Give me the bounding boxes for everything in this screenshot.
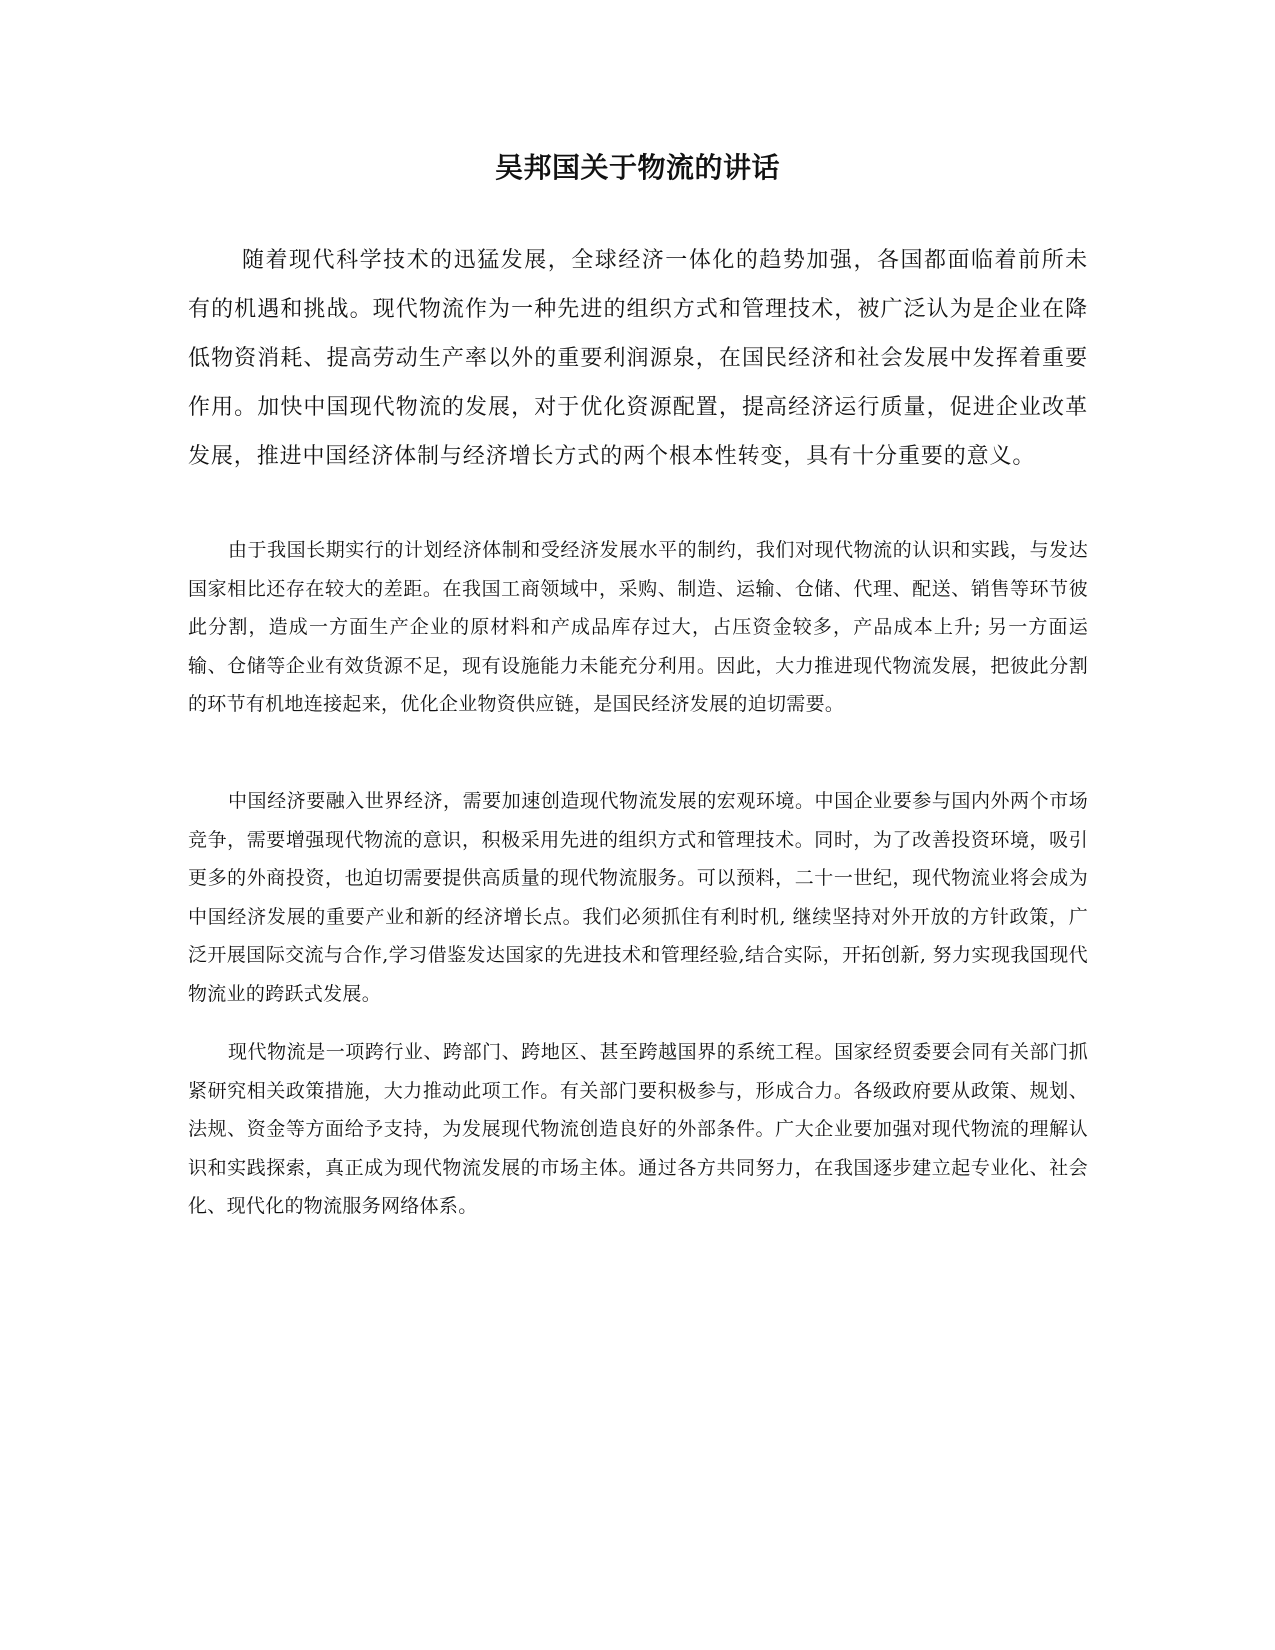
paragraph-2: 由于我国长期实行的计划经济体制和受经济发展水平的制约，我们对现代物流的认识和实践，与发达国家相比还存在较大的差距。在我国工商领域中，采购、制造、运输、仓储、代理、配送、销售等环节彼此分割，造成一方面生产企业的原材料和产成品库存过大，占压资金较多，产品成本上升; 另一方面运输、仓储等企业有效货源不足，现有设施能力未能充分利用。因此，大力推进现代物流发展，把彼此分割的环节有机地连接起来，优化企业物资供应链，是国民经济发展的迫切需要。 <box>188 539 1088 716</box>
paragraph-1: 随着现代科学技术的迅猛发展，全球经济一体化的趋势加强，各国都面临着前所未有的机遇和挑战。现代物流作为一种先进的组织方式和管理技术，被广泛认为是企业在降低物资消耗、提高劳动生产率以外的重要利润源泉，在国民经济和社会发展中发挥着重要作用。加快中国现代物流的发展，对于优化资源配置，提高经济运行质量，促进企业改革发展，推进中国经济体制与经济增长方式的两个根本性转变，具有十分重要的意义。 <box>188 248 1088 469</box>
paragraph-3: 中国经济要融入世界经济，需要加速创造现代物流发展的宏观环境。中国企业要参与国内外两个市场竞争，需要增强现代物流的意识，积极采用先进的组织方式和管理技术。同时，为了改善投资环境，吸引更多的外商投资，也迫切需要提供高质量的现代物流服务。可以预料，二十一世纪，现代物流业将会成为中国经济发展的重要产业和新的经济增长点。我们必须抓住有利时机, 继续坚持对外开放的方针政策，广泛开展国际交流与合作,学习借鉴发达国家的先进技术和管理经验,结合实际，开拓创新, 努力实现我国现代物流业的跨跃式发展。 <box>188 790 1088 1005</box>
document-title: 吴邦国关于物流的讲话 <box>494 151 780 184</box>
paragraph-4: 现代物流是一项跨行业、跨部门、跨地区、甚至跨越国界的系统工程。国家经贸委要会同有关部门抓紧研究相关政策措施，大力推动此项工作。有关部门要积极参与，形成合力。各级政府要从政策、规划、法规、资金等方面给予支持，为发展现代物流创造良好的外部条件。广大企业要加强对现代物流的理解认识和实践探索，真正成为现代物流发展的市场主体。通过各方共同努力，在我国逐步建立起专业化、社会化、现代化的物流服务网络体系。 <box>188 1041 1088 1218</box>
